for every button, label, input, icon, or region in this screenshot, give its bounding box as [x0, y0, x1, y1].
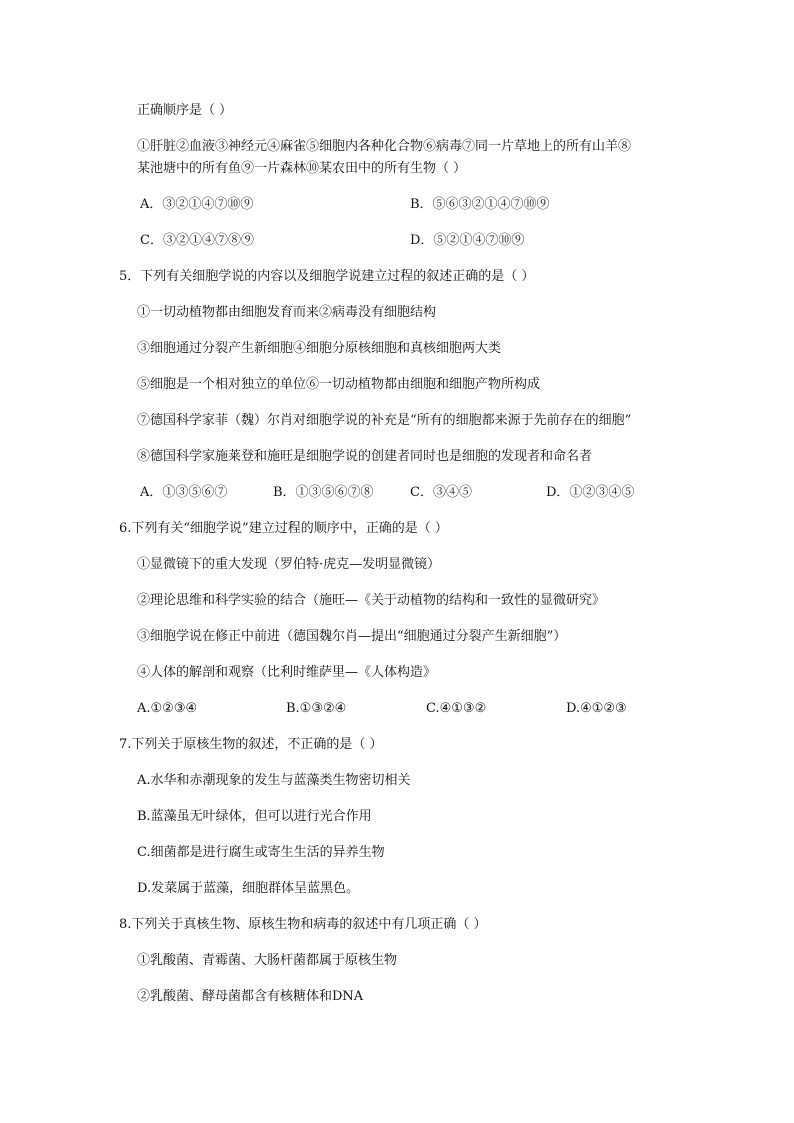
q8-item: ②乳酸菌、酵母菌都含有核糖体和DNA — [137, 989, 364, 1004]
q6-option-b: B.①③②④ — [286, 701, 347, 716]
q6-option-c: C.④①③② — [426, 701, 487, 716]
q7-stem: 7.下列关于原核生物的叙述，不正确的是（ ） — [119, 737, 383, 752]
q7-option-a: A.水华和赤潮现象的发生与蓝藻类生物密切相关 — [137, 773, 411, 788]
q5-item: ①一切动植物都由细胞发育而来②病毒没有细胞结构 — [137, 305, 437, 320]
q5-option-c: C．③④⑤ — [410, 485, 472, 500]
q6-item: ④人体的解剖和观察（比利时维萨里—《人体构造》 — [137, 665, 437, 680]
q4-items-line2: 某池塘中的所有鱼⑨一片森林⑩某农田中的所有生物（ ） — [137, 161, 467, 176]
q5-option-a: A．①③⑤⑥⑦ — [140, 485, 228, 500]
q4-stem-tail: 正确顺序是（ ） — [137, 103, 233, 118]
q5-option-d: D．①②③④⑤ — [546, 485, 635, 500]
q7-option-b: B.蓝藻虽无叶绿体，但可以进行光合作用 — [137, 809, 372, 824]
q4-items-line1: ①肝脏②血液③神经元④麻雀⑤细胞内各种化合物⑥病毒⑦同一片草地上的所有山羊⑧ — [137, 139, 632, 154]
q4-option-c: C．③②①④⑦⑧⑨ — [140, 233, 254, 248]
q8-stem: 8.下列关于真核生物、原核生物和病毒的叙述中有几项正确（ ） — [119, 917, 487, 932]
q6-option-a: A.①②③④ — [137, 701, 198, 716]
q6-option-d: D.④①②③ — [566, 701, 627, 716]
q7-option-d: D.发菜属于蓝藻，细胞群体呈蓝黑色。 — [137, 881, 360, 896]
q4-option-d: D．⑤②①④⑦⑩⑨ — [410, 233, 525, 248]
q6-item: ①显微镜下的重大发现（罗伯特·虎克—发明显微镜） — [137, 557, 441, 572]
q5-item: ⑧德国科学家施莱登和施旺是细胞学说的创建者同时也是细胞的发现者和命名者 — [137, 449, 593, 464]
q8-item: ①乳酸菌、青霉菌、大肠杆菌都属于原核生物 — [137, 953, 398, 968]
q6-item: ③细胞学说在修正中前进（德国魏尔肖—提出“细胞通过分裂产生新细胞”） — [137, 629, 567, 644]
q5-option-b: B．①③⑤⑥⑦⑧ — [273, 485, 374, 500]
q5-item: ③细胞通过分裂产生新细胞④细胞分原核细胞和真核细胞两大类 — [137, 341, 502, 356]
q4-option-b: B．⑤⑥③②①④⑦⑩⑨ — [410, 197, 550, 212]
q4-option-a: A．③②①④⑦⑩⑨ — [140, 197, 254, 212]
q6-stem: 6.下列有关“细胞学说”建立过程的顺序中，正确的是（ ） — [119, 521, 448, 536]
q5-stem: 5．下列有关细胞学说的内容以及细胞学说建立过程的叙述正确的是（ ） — [119, 269, 535, 284]
q6-item: ②理论思维和科学实验的结合（施旺—《关于动植物的结构和一致性的显微研究》 — [137, 593, 606, 608]
q5-item: ⑦德国科学家菲（魏）尔肖对细胞学说的补充是“所有的细胞都来源于先前存在的细胞” — [137, 413, 632, 428]
q7-option-c: C.细菌都是进行腐生或寄生生活的异养生物 — [137, 845, 385, 860]
q5-item: ⑤细胞是一个相对独立的单位⑥一切动植物都由细胞和细胞产物所构成 — [137, 377, 541, 392]
